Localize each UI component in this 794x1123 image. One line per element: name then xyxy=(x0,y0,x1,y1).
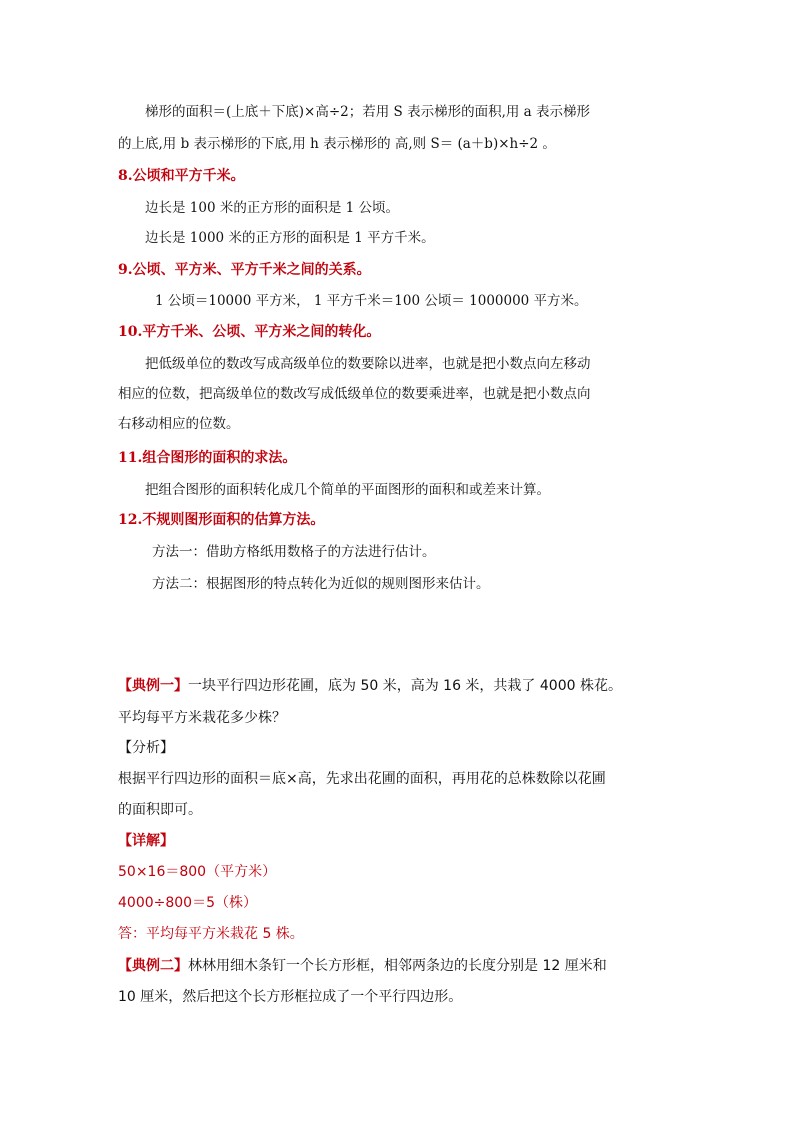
section-10-line-2: 相应的位数，把高级单位的数改写成低级单位的数要乘进率，也就是把小数点向 xyxy=(118,386,591,402)
example-1-analysis-line-1: 根据平行四边形的面积＝底×高，先求出花圃的面积，再用花的总株数除以花圃 xyxy=(118,771,606,787)
example-1-analysis-tag: 【分析】 xyxy=(118,740,174,756)
example-1-calc-1: 50×16＝800（平方米） xyxy=(118,864,277,880)
example-2-tag: 【典例二】 xyxy=(118,958,188,974)
section-10-title: 10.平方千米、公顷、平方米之间的转化。 xyxy=(118,324,381,340)
example-1-tag: 【典例一】 xyxy=(118,678,188,694)
example-2-question-line-1 xyxy=(118,956,607,976)
example-1-analysis-line-2: 的面积即可。 xyxy=(118,802,202,818)
section-10-line-3: 右移动相应的位数。 xyxy=(118,416,240,432)
section-8-line-2: 边长是 1000 米的正方形的面积是 1 平方千米。 xyxy=(145,230,435,246)
example-1-question-line-2: 平均每平方米栽花多少株？ xyxy=(118,710,286,726)
example-2-question-text: 林林用细木条钉一个长方形框，相邻两条边的长度分别是 12 厘米和 xyxy=(188,958,607,974)
section-8-line-1: 边长是 100 米的正方形的面积是 1 公顷。 xyxy=(145,200,400,216)
section-8-title: 8.公顷和平方千米。 xyxy=(118,168,245,184)
example-1-answer: 答：平均每平方米栽花 5 株。 xyxy=(118,926,304,942)
section-11-line-1: 把组合图形的面积转化成几个简单的平面图形的面积和或差来计算。 xyxy=(145,482,550,498)
example-1-question-text: 一块平行四边形花圃，底为 50 米，高为 16 米，共栽了 4000 株花。 xyxy=(188,678,622,694)
example-2-question-line-2: 10 厘米，然后把这个长方形框拉成了一个平行四边形。 xyxy=(118,989,463,1005)
trapezoid-formula-line-1: 梯形的面积＝(上底＋下底)×高÷2；若用 S 表示梯形的面积,用 a 表示梯形 xyxy=(145,104,590,120)
section-12-method-2: 方法二：根据图形的特点转化为近似的规则图形来估计。 xyxy=(152,576,490,592)
trapezoid-formula-line-2: 的上底,用 b 表示梯形的下底,用 h 表示梯形的 高,则 S＝ (a＋b)×h÷2 。 xyxy=(118,136,556,152)
section-10-line-1: 把低级单位的数改写成高级单位的数要除以进率，也就是把小数点向左移动 xyxy=(145,356,591,372)
section-9-line-1: 1 公顷＝10000 平方米， 1 平方千米＝100 公顷＝ 1000000 平方米。 xyxy=(155,293,588,309)
section-11-title: 11.组合图形的面积的求法。 xyxy=(118,450,297,466)
section-9-title: 9.公顷、平方米、平方千米之间的关系。 xyxy=(118,262,371,278)
section-12-method-1: 方法一：借助方格纸用数格子的方法进行估计。 xyxy=(152,544,436,560)
example-1-question-line-1 xyxy=(118,676,622,696)
example-1-calc-2: 4000÷800＝5（株） xyxy=(118,895,257,911)
section-12-title: 12.不规则图形面积的估算方法。 xyxy=(118,512,325,528)
example-1-detail-tag: 【详解】 xyxy=(118,833,174,849)
